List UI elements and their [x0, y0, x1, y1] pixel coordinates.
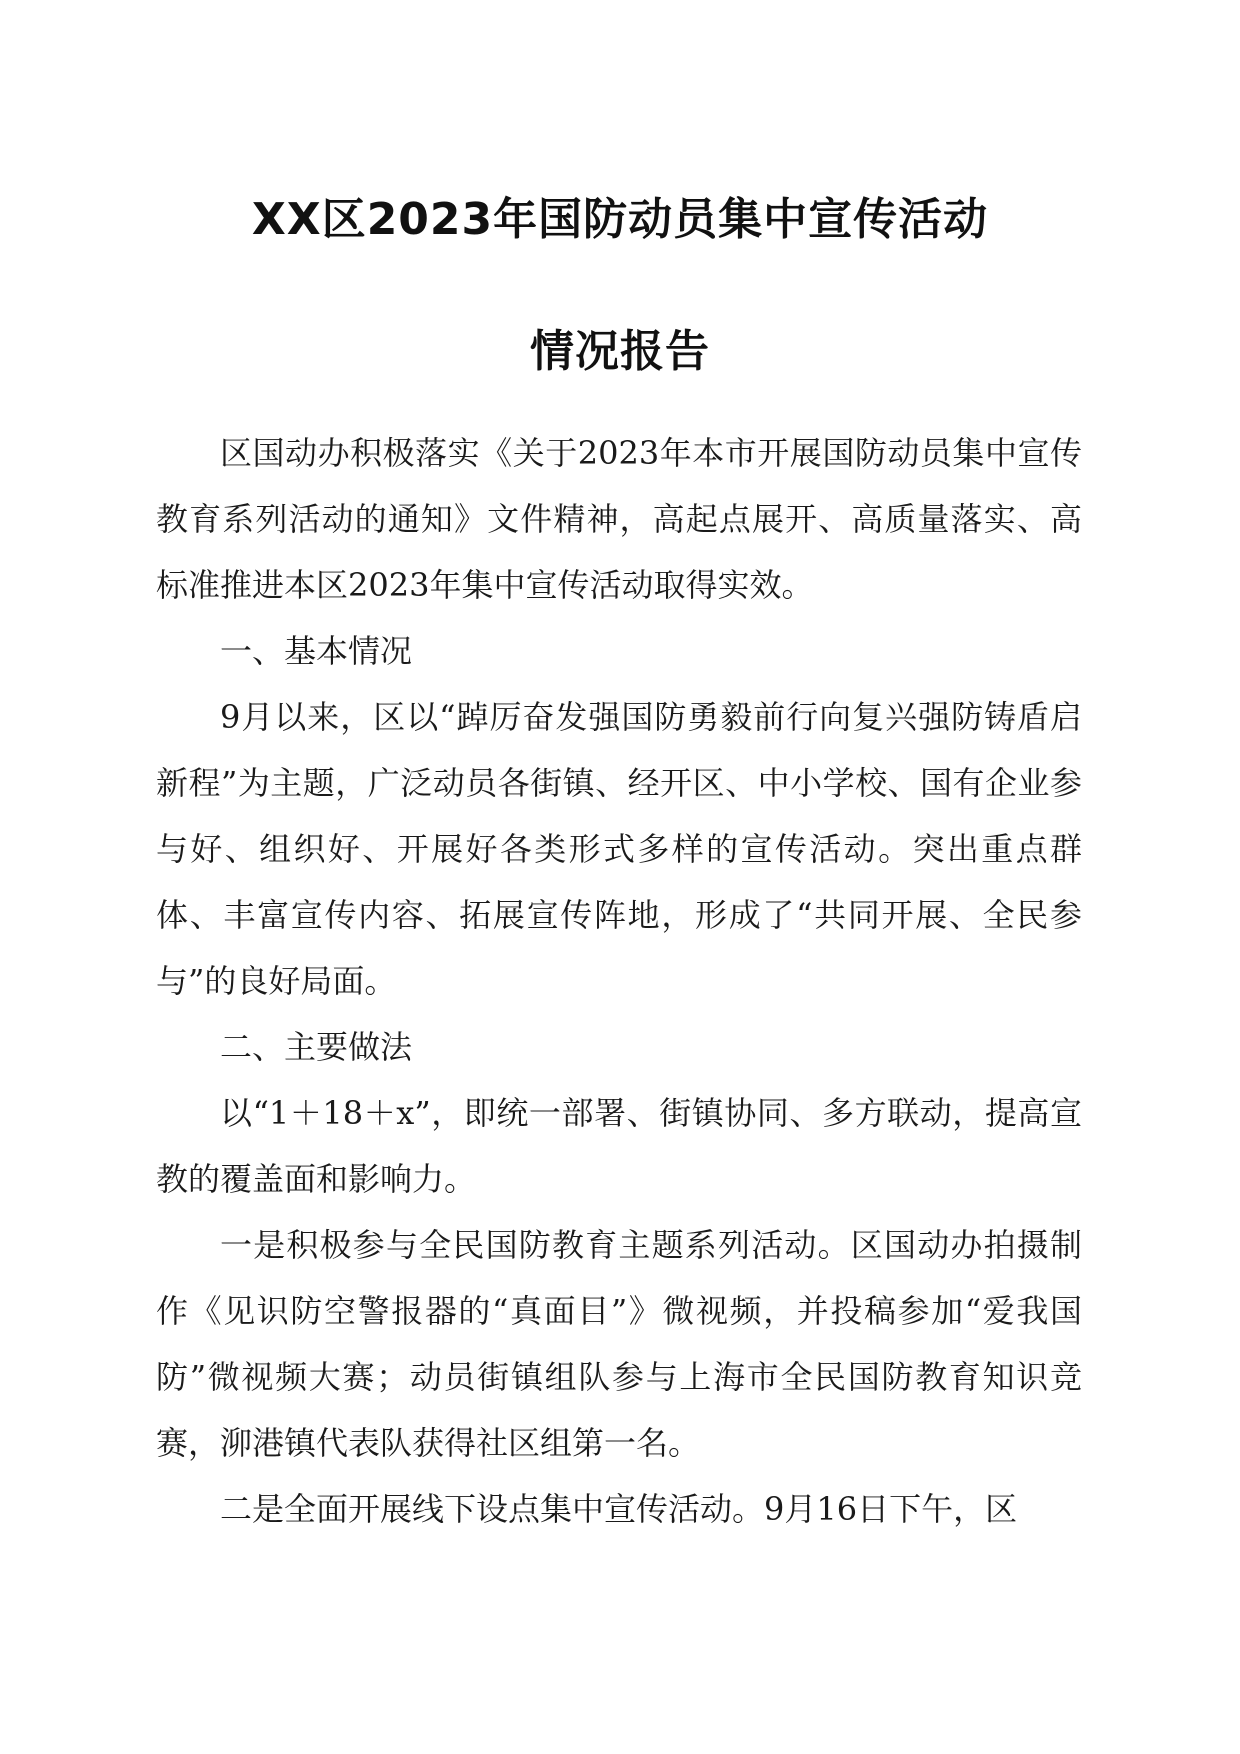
document-title-line-2: 情况报告: [530, 326, 710, 377]
paragraph-point-one: 一是积极参与全民国防教育主题系列活动。区国动办拍摄制作《见识防空警报器的“真面目”》微视频，并投稿参加“爱我国防”微视频大赛；动员街镇组队参与上海市全民国防教育知识竞赛，泖港镇代表队获得社区组第一名。: [156, 1226, 1082, 1462]
paragraph-main-practices: 以“1＋18＋x”，即统一部署、街镇协同、多方联动，提高宣教的覆盖面和影响力。: [156, 1094, 1082, 1198]
document-body: [156, 420, 1082, 1542]
section-heading-basic-situation: 一、基本情况: [220, 632, 413, 670]
paragraph-basic-situation: 9月以来，区以“踔厉奋发强国防勇毅前行向复兴强防铸盾启新程”为主题，广泛动员各街镇、经开区、中小学校、国有企业参与好、组织好、开展好各类形式多样的宣传活动。突出重点群体、丰富宣传内容、拓展宣传阵地，形成了“共同开展、全民参与”的良好局面。: [156, 698, 1082, 1000]
section-heading-main-practices: 二、主要做法: [220, 1028, 413, 1066]
paragraph-point-two: 二是全面开展线下设点集中宣传活动。9月16日下午，区: [220, 1490, 1018, 1528]
paragraph-intro: 区国动办积极落实《关于2023年本市开展国防动员集中宣传教育系列活动的通知》文件精神，高起点展开、高质量落实、高标准推进本区2023年集中宣传活动取得实效。: [156, 434, 1082, 604]
document-title-line-1: XX区2023年国防动员集中宣传活动: [251, 194, 989, 245]
